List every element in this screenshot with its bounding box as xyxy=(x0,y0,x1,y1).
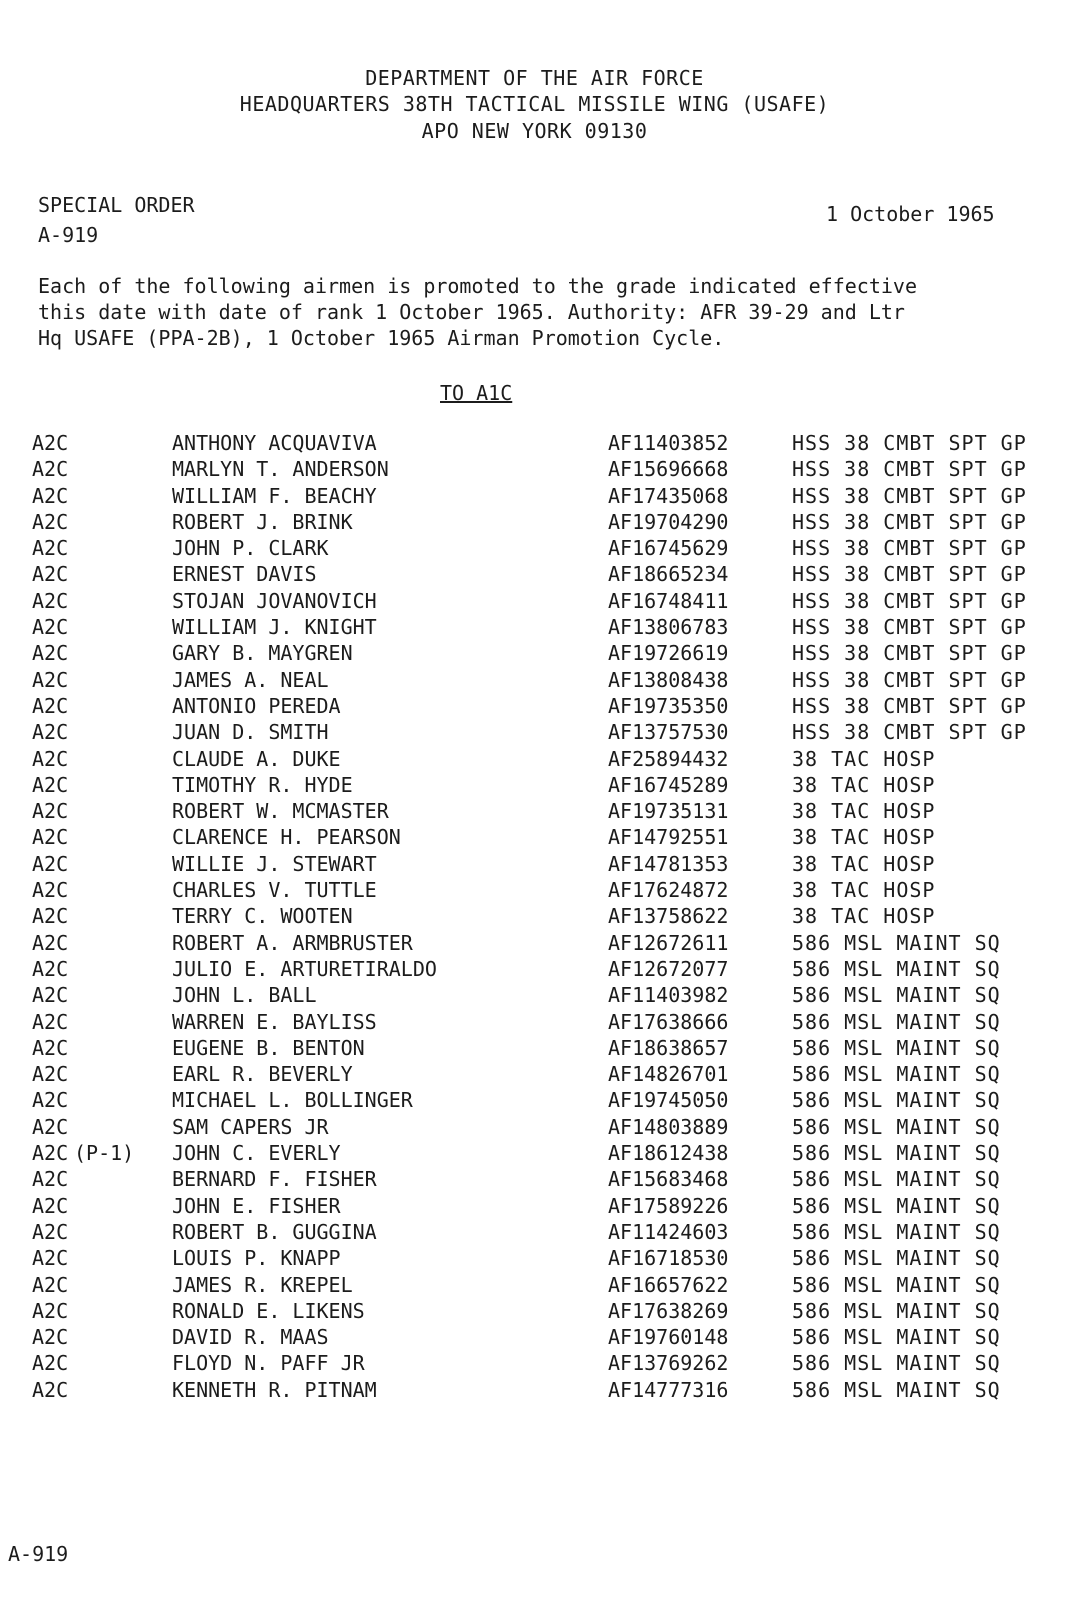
list-item xyxy=(22,1062,1042,1088)
footer-order-number: A-919 xyxy=(8,1542,69,1566)
airman-name: EARL R. BEVERLY xyxy=(172,1062,353,1087)
airman-service-number: AF16718530 xyxy=(608,1246,729,1271)
airman-name: CLARENCE H. PEARSON xyxy=(172,825,401,850)
airman-unit: 586 MSL MAINT SQ xyxy=(792,1009,1001,1034)
airman-name: DAVID R. MAAS xyxy=(172,1325,329,1350)
list-item xyxy=(22,457,1042,483)
airman-unit: HSS 38 CMBT SPT GP xyxy=(792,509,1027,534)
airman-service-number: AF12672077 xyxy=(608,956,729,981)
airman-grade: A2C xyxy=(32,904,69,929)
airman-unit: 38 TAC HOSP xyxy=(792,746,936,771)
airman-name: WARREN E. BAYLISS xyxy=(172,1009,377,1034)
airman-note: (P-1) xyxy=(74,1141,135,1166)
airman-unit: 586 MSL MAINT SQ xyxy=(792,1114,1001,1139)
airman-service-number: AF14792551 xyxy=(608,825,729,850)
airman-grade: A2C xyxy=(32,457,69,482)
airman-service-number: AF18612438 xyxy=(608,1141,729,1166)
airman-name: ROBERT A. ARMBRUSTER xyxy=(172,930,413,955)
airman-unit: 586 MSL MAINT SQ xyxy=(792,1035,1001,1060)
list-item xyxy=(22,589,1042,615)
airman-grade: A2C xyxy=(32,483,69,508)
airman-unit: HSS 38 CMBT SPT GP xyxy=(792,457,1027,482)
list-item xyxy=(22,773,1042,799)
airman-unit: HSS 38 CMBT SPT GP xyxy=(792,667,1027,692)
airman-unit: HSS 38 CMBT SPT GP xyxy=(792,562,1027,587)
list-item xyxy=(22,878,1042,904)
airman-unit: 586 MSL MAINT SQ xyxy=(792,1088,1001,1113)
airman-service-number: AF15683468 xyxy=(608,1167,729,1192)
airman-grade: A2C xyxy=(32,983,69,1008)
list-item xyxy=(22,1220,1042,1246)
airman-grade: A2C xyxy=(32,1246,69,1271)
airman-name: KENNETH R. PITNAM xyxy=(172,1377,377,1402)
airman-unit: 38 TAC HOSP xyxy=(792,772,936,797)
airman-service-number: AF14781353 xyxy=(608,851,729,876)
airman-unit: HSS 38 CMBT SPT GP xyxy=(792,693,1027,718)
list-item xyxy=(22,1378,1042,1404)
airman-name: TIMOTHY R. HYDE xyxy=(172,772,353,797)
airman-grade: A2C xyxy=(32,851,69,876)
airman-service-number: AF16745289 xyxy=(608,772,729,797)
airman-service-number: AF19735131 xyxy=(608,799,729,824)
list-item xyxy=(22,983,1042,1009)
list-item xyxy=(22,747,1042,773)
list-item xyxy=(22,694,1042,720)
list-item xyxy=(22,720,1042,746)
order-paragraph xyxy=(38,273,1028,351)
order-label: SPECIAL ORDER xyxy=(38,193,195,217)
section-title: TO A1C xyxy=(440,381,513,405)
header-department: DEPARTMENT OF THE AIR FORCE xyxy=(365,66,704,90)
airman-name: WILLIAM J. KNIGHT xyxy=(172,615,377,640)
airman-grade: A2C xyxy=(32,1272,69,1297)
airman-grade: A2C xyxy=(32,693,69,718)
list-item xyxy=(22,1246,1042,1272)
airman-grade: A2C xyxy=(32,772,69,797)
airman-service-number: AF19704290 xyxy=(608,509,729,534)
list-item xyxy=(22,799,1042,825)
airman-name: BERNARD F. FISHER xyxy=(172,1167,377,1192)
airman-grade: A2C xyxy=(32,509,69,534)
airman-service-number: AF14826701 xyxy=(608,1062,729,1087)
airman-grade: A2C xyxy=(32,1219,69,1244)
airman-name: CHARLES V. TUTTLE xyxy=(172,878,377,903)
airman-name: JOHN C. EVERLY xyxy=(172,1141,341,1166)
airman-grade: A2C xyxy=(32,562,69,587)
airman-name: JAMES R. KREPEL xyxy=(172,1272,353,1297)
airman-grade: A2C xyxy=(32,720,69,745)
airman-unit: 38 TAC HOSP xyxy=(792,799,936,824)
airman-unit: HSS 38 CMBT SPT GP xyxy=(792,641,1027,666)
airman-name: ROBERT W. MCMASTER xyxy=(172,799,389,824)
header-headquarters: HEADQUARTERS 38TH TACTICAL MISSILE WING (USAFE) xyxy=(239,92,830,116)
airman-grade: A2C xyxy=(32,746,69,771)
airman-name: FLOYD N. PAFF JR xyxy=(172,1351,365,1376)
airman-unit: HSS 38 CMBT SPT GP xyxy=(792,536,1027,561)
airman-unit: 38 TAC HOSP xyxy=(792,904,936,929)
header-address: APO NEW YORK 09130 xyxy=(421,119,648,143)
airman-unit: 38 TAC HOSP xyxy=(792,825,936,850)
order-number: A-919 xyxy=(38,223,99,247)
airman-grade: A2C xyxy=(32,878,69,903)
list-item xyxy=(22,825,1042,851)
airman-unit: 586 MSL MAINT SQ xyxy=(792,1325,1001,1350)
airman-unit: HSS 38 CMBT SPT GP xyxy=(792,588,1027,613)
airman-service-number: AF13808438 xyxy=(608,667,729,692)
airman-name: JULIO E. ARTURETIRALDO xyxy=(172,956,437,981)
airman-grade: A2C xyxy=(32,1114,69,1139)
airman-name: EUGENE B. BENTON xyxy=(172,1035,365,1060)
list-item xyxy=(22,1194,1042,1220)
airman-grade: A2C xyxy=(32,641,69,666)
airman-service-number: AF15696668 xyxy=(608,457,729,482)
airman-name: GARY B. MAYGREN xyxy=(172,641,353,666)
airman-unit: HSS 38 CMBT SPT GP xyxy=(792,431,1027,455)
airman-name: ROBERT B. GUGGINA xyxy=(172,1219,377,1244)
list-item xyxy=(22,668,1042,694)
airman-name: LOUIS P. KNAPP xyxy=(172,1246,341,1271)
airman-service-number: AF17589226 xyxy=(608,1193,729,1218)
airman-grade: A2C xyxy=(32,799,69,824)
airman-grade: A2C xyxy=(32,1298,69,1323)
airman-grade: A2C xyxy=(32,1035,69,1060)
airman-unit: 586 MSL MAINT SQ xyxy=(792,1062,1001,1087)
airman-unit: HSS 38 CMBT SPT GP xyxy=(792,720,1027,745)
airman-service-number: AF14803889 xyxy=(608,1114,729,1139)
airman-name: CLAUDE A. DUKE xyxy=(172,746,341,771)
list-item xyxy=(22,904,1042,930)
airman-grade: A2C xyxy=(32,1351,69,1376)
airman-grade: A2C xyxy=(32,1167,69,1192)
airman-name: ROBERT J. BRINK xyxy=(172,509,353,534)
list-item xyxy=(22,852,1042,878)
airman-service-number: AF14777316 xyxy=(608,1377,729,1402)
airman-unit: HSS 38 CMBT SPT GP xyxy=(792,615,1027,640)
list-item xyxy=(22,957,1042,983)
airman-unit: 586 MSL MAINT SQ xyxy=(792,1167,1001,1192)
airman-service-number: AF13769262 xyxy=(608,1351,729,1376)
airman-unit: 586 MSL MAINT SQ xyxy=(792,1193,1001,1218)
list-item xyxy=(22,562,1042,588)
airman-service-number: AF19760148 xyxy=(608,1325,729,1350)
airman-unit: 586 MSL MAINT SQ xyxy=(792,1219,1001,1244)
airman-name: ANTONIO PEREDA xyxy=(172,693,341,718)
airman-service-number: AF12672611 xyxy=(608,930,729,955)
airman-service-number: AF11424603 xyxy=(608,1219,729,1244)
airman-service-number: AF13757530 xyxy=(608,720,729,745)
airman-name: WILLIE J. STEWART xyxy=(172,851,377,876)
airman-unit: 586 MSL MAINT SQ xyxy=(792,930,1001,955)
list-item xyxy=(22,431,1042,457)
airmen-list xyxy=(22,431,1042,1404)
airman-grade: A2C xyxy=(32,1377,69,1402)
list-item xyxy=(22,615,1042,641)
airman-name: TERRY C. WOOTEN xyxy=(172,904,353,929)
airman-grade: A2C xyxy=(32,431,69,455)
list-item xyxy=(22,536,1042,562)
airman-name: SAM CAPERS JR xyxy=(172,1114,329,1139)
list-item xyxy=(22,510,1042,536)
list-item xyxy=(22,1141,1042,1167)
airman-service-number: AF16745629 xyxy=(608,536,729,561)
airman-name: WILLIAM F. BEACHY xyxy=(172,483,377,508)
airman-unit: 586 MSL MAINT SQ xyxy=(792,983,1001,1008)
airman-grade: A2C xyxy=(32,1009,69,1034)
airman-unit: 586 MSL MAINT SQ xyxy=(792,956,1001,981)
airman-name: JOHN E. FISHER xyxy=(172,1193,341,1218)
airman-service-number: AF17638666 xyxy=(608,1009,729,1034)
airman-unit: 38 TAC HOSP xyxy=(792,878,936,903)
airman-grade: A2C xyxy=(32,1088,69,1113)
airman-name: JOHN L. BALL xyxy=(172,983,317,1008)
airman-unit: 586 MSL MAINT SQ xyxy=(792,1141,1001,1166)
airman-grade: A2C xyxy=(32,825,69,850)
airman-service-number: AF19726619 xyxy=(608,641,729,666)
list-item xyxy=(22,484,1042,510)
airman-name: MICHAEL L. BOLLINGER xyxy=(172,1088,413,1113)
list-item xyxy=(22,1036,1042,1062)
list-item xyxy=(22,1088,1042,1114)
airman-name: ERNEST DAVIS xyxy=(172,562,317,587)
airman-service-number: AF16748411 xyxy=(608,588,729,613)
airman-name: JOHN P. CLARK xyxy=(172,536,329,561)
airman-service-number: AF13758622 xyxy=(608,904,729,929)
airman-grade: A2C xyxy=(32,1141,69,1166)
airman-service-number: AF19735350 xyxy=(608,693,729,718)
airman-unit: 38 TAC HOSP xyxy=(792,851,936,876)
airman-name: RONALD E. LIKENS xyxy=(172,1298,365,1323)
airman-unit: 586 MSL MAINT SQ xyxy=(792,1351,1001,1376)
airman-service-number: AF18665234 xyxy=(608,562,729,587)
airman-grade: A2C xyxy=(32,667,69,692)
airman-service-number: AF16657622 xyxy=(608,1272,729,1297)
list-item xyxy=(22,1351,1042,1377)
airman-name: JAMES A. NEAL xyxy=(172,667,329,692)
airman-grade: A2C xyxy=(32,1062,69,1087)
list-item xyxy=(22,1299,1042,1325)
list-item xyxy=(22,1115,1042,1141)
airman-unit: 586 MSL MAINT SQ xyxy=(792,1377,1001,1402)
airman-service-number: AF19745050 xyxy=(608,1088,729,1113)
list-item xyxy=(22,641,1042,667)
paragraph-line: Each of the following airmen is promoted to the grade indicated effective xyxy=(38,274,917,298)
list-item xyxy=(22,1273,1042,1299)
paragraph-line: this date with date of rank 1 October 1965. Authority: AFR 39-29 and Ltr xyxy=(38,300,905,324)
airman-grade: A2C xyxy=(32,930,69,955)
airman-unit: 586 MSL MAINT SQ xyxy=(792,1298,1001,1323)
airman-service-number: AF11403982 xyxy=(608,983,729,1008)
airman-service-number: AF25894432 xyxy=(608,746,729,771)
airman-grade: A2C xyxy=(32,536,69,561)
airman-grade: A2C xyxy=(32,615,69,640)
list-item xyxy=(22,1325,1042,1351)
airman-service-number: AF17624872 xyxy=(608,878,729,903)
airman-grade: A2C xyxy=(32,1193,69,1218)
airman-service-number: AF17435068 xyxy=(608,483,729,508)
airman-name: ANTHONY ACQUAVIVA xyxy=(172,431,377,455)
airman-unit: HSS 38 CMBT SPT GP xyxy=(792,483,1027,508)
list-item xyxy=(22,1167,1042,1193)
airman-name: MARLYN T. ANDERSON xyxy=(172,457,389,482)
airman-grade: A2C xyxy=(32,956,69,981)
airman-service-number: AF18638657 xyxy=(608,1035,729,1060)
airman-name: STOJAN JOVANOVICH xyxy=(172,588,377,613)
list-item xyxy=(22,1010,1042,1036)
order-date: 1 October 1965 xyxy=(826,202,995,226)
airman-service-number: AF13806783 xyxy=(608,615,729,640)
airman-unit: 586 MSL MAINT SQ xyxy=(792,1246,1001,1271)
airman-service-number: AF11403852 xyxy=(608,431,729,455)
airman-name: JUAN D. SMITH xyxy=(172,720,329,745)
airman-grade: A2C xyxy=(32,1325,69,1350)
airman-grade: A2C xyxy=(32,588,69,613)
airman-unit: 586 MSL MAINT SQ xyxy=(792,1272,1001,1297)
paragraph-line: Hq USAFE (PPA-2B), 1 October 1965 Airman Promotion Cycle. xyxy=(38,326,725,350)
airman-service-number: AF17638269 xyxy=(608,1298,729,1323)
list-item xyxy=(22,931,1042,957)
